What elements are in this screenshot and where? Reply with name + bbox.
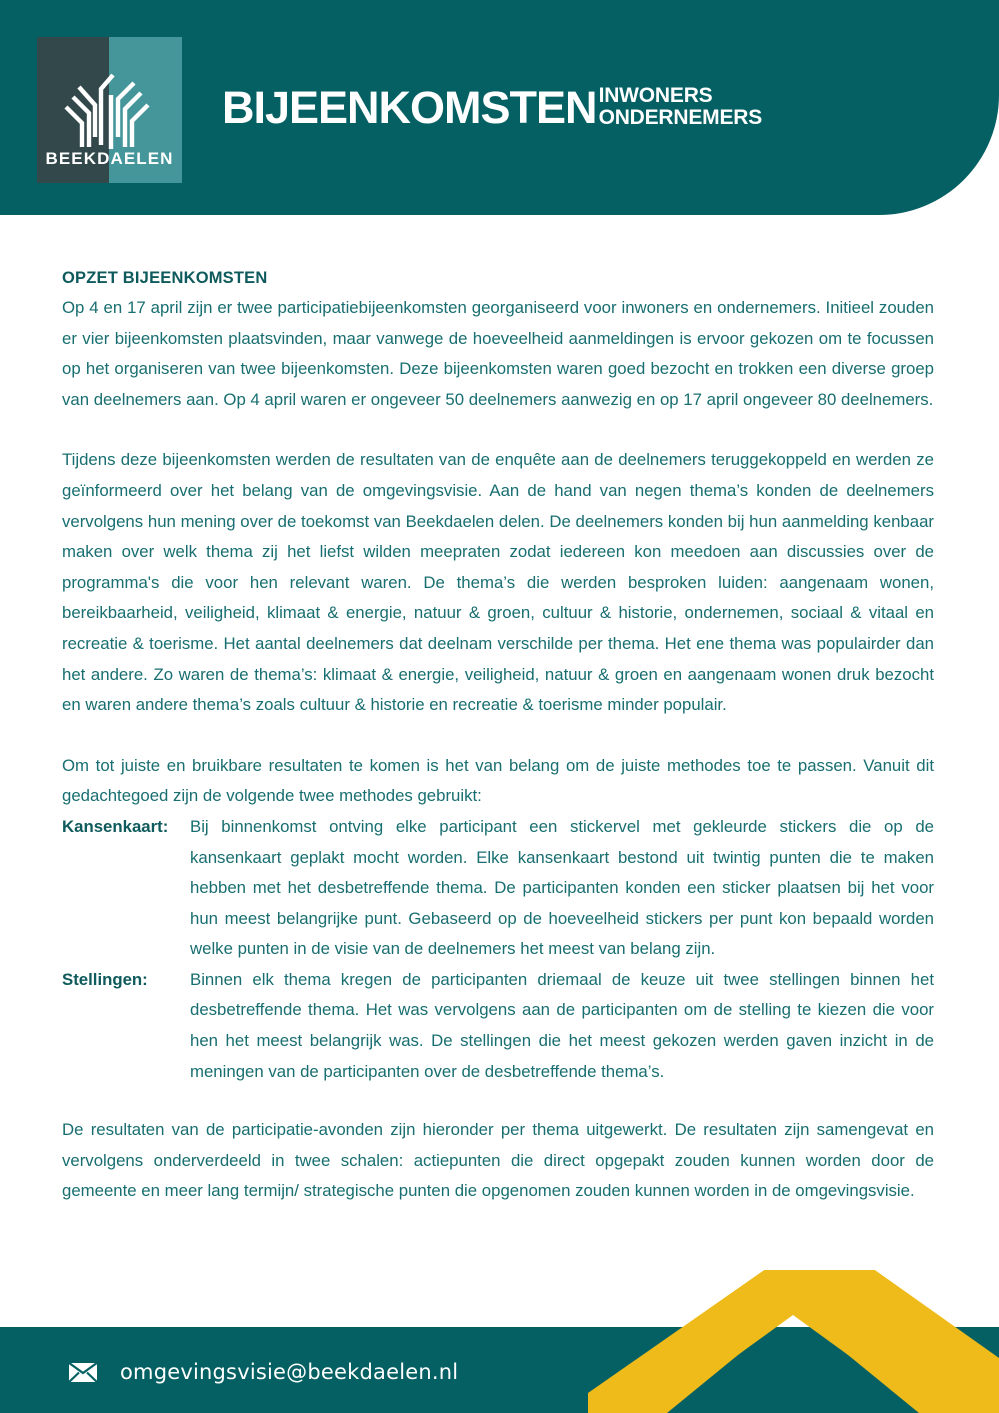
footer-email-address[interactable]: omgevingsvisie@beekdaelen.nl xyxy=(120,1360,459,1384)
paragraph-resultaten: De resultaten van de participatie-avonden zijn hieronder per thema uitgewerkt. De resultaten zijn samengevat en vervolgens onderverdeeld in twee schalen: actiepunten die direct opgepakt zouden kunnen worden door de gemeente en meer lang termijn/ strategische punten die opgenomen zouden kunnen worden in de omgevingsvisie. xyxy=(62,1120,934,1201)
paragraph-spacer xyxy=(62,721,934,751)
paragraph-spacer xyxy=(62,1087,934,1115)
page-subtitle xyxy=(599,85,762,129)
header-title-group xyxy=(222,84,762,131)
section-heading-opzet: OPZET BIJEENKOMSTEN xyxy=(62,269,268,287)
method-text-stellingen: Binnen elk thema kregen de participanten driemaal de keuze uit twee stellingen binnen het desbetreffende thema. Het was vervolgens aan de participanten om de stelling te kiezen die voor hen het meest belangrijk was. De stellingen die het meest gekozen werden gaven inzicht in de meningen van de participanten over de desbetreffende thema’s. xyxy=(190,969,934,1081)
method-label-kansenkaart: Kansenkaart: xyxy=(62,816,169,836)
method-text-kansenkaart: Bij binnenkomst ontving elke participant een stickervel met gekleurde stickers die op de kansenkaart geplakt mocht worden. Elke kansenkaart bestond uit twintig punten die te maken hebben met het desbetreffende thema. De participanten konden een sticker plaatsen bij het voor hun meest belangrijke punt. Gebaseerd op de hoeveelheid stickers per punt kon bepaald worden welke punten in de visie van de deelnemers het meest van belang zijn. xyxy=(190,816,934,959)
page-subtitle-line2: ONDERNEMERS xyxy=(598,106,763,129)
page-header xyxy=(0,0,999,215)
page-title: BIJEENKOMSTEN xyxy=(222,82,597,133)
paragraph-methodes-intro: Om tot juiste en bruikbare resultaten te komen is het van belang om de juiste methodes toe te passen. Vanuit dit gedachtegoed zijn de volgende twee methodes gebruikt: xyxy=(62,755,934,806)
footer-contact[interactable] xyxy=(68,1360,458,1384)
method-label-stellingen: Stellingen: xyxy=(62,969,148,989)
beekdaelen-logo xyxy=(37,37,182,183)
paragraph-spacer xyxy=(62,415,934,445)
envelope-icon xyxy=(68,1362,98,1383)
page-subtitle-line1: INWONERS xyxy=(598,84,713,107)
method-row-kansenkaart xyxy=(62,812,934,965)
method-row-stellingen xyxy=(62,965,934,1087)
logo-wordmark: BEEKDAELEN xyxy=(45,149,174,168)
document-body xyxy=(62,266,934,1207)
paragraph-themas: Tijdens deze bijeenkomsten werden de resultaten van de enquête aan de deelnemers teruggekoppeld en werden ze geïnformeerd over het belang van de omgevingsvisie. Aan de hand van negen thema’s konden de deelnemers vervolgens hun mening over de toekomst van Beekdaelen delen. De deelnemers konden bij hun aanmelding kenbaar maken over welk thema zij het liefst wilden meepraten zodat iedereen kon meedoen aan discussies over de programma's die voor hen relevant waren. De thema’s die werden besproken luiden: aangenaam wonen, bereikbaarheid, veiligheid, klimaat & energie, natuur & groen, cultuur & historie, ondernemen, sociaal & vitaal en recreatie & toerisme. Het aantal deelnemers dat deelnam verschilde per thema. Het ene thema was populairder dan het andere. Zo waren de thema’s: klimaat & energie, veiligheid, natuur & groen en aangenaam wonen druk bezocht en waren andere thema’s zoals cultuur & historie en recreatie & toerisme minder populair. xyxy=(62,450,934,715)
paragraph-intro: Op 4 en 17 april zijn er twee participatiebijeenkomsten georganiseerd voor inwoners en ondernemers. Initieel zouden er vier bijeenkomsten plaatsvinden, maar vanwege de hoeveelheid aanmeldingen is ervoor gekozen om te focussen op het organiseren van twee bijeenkomsten. Deze bijeenkomsten waren goed bezocht en trokken een diverse groep van deelnemers aan. Op 4 april waren er ongeveer 50 deelnemers aanwezig en op 17 april ongeveer 80 deelnemers. xyxy=(62,298,934,409)
